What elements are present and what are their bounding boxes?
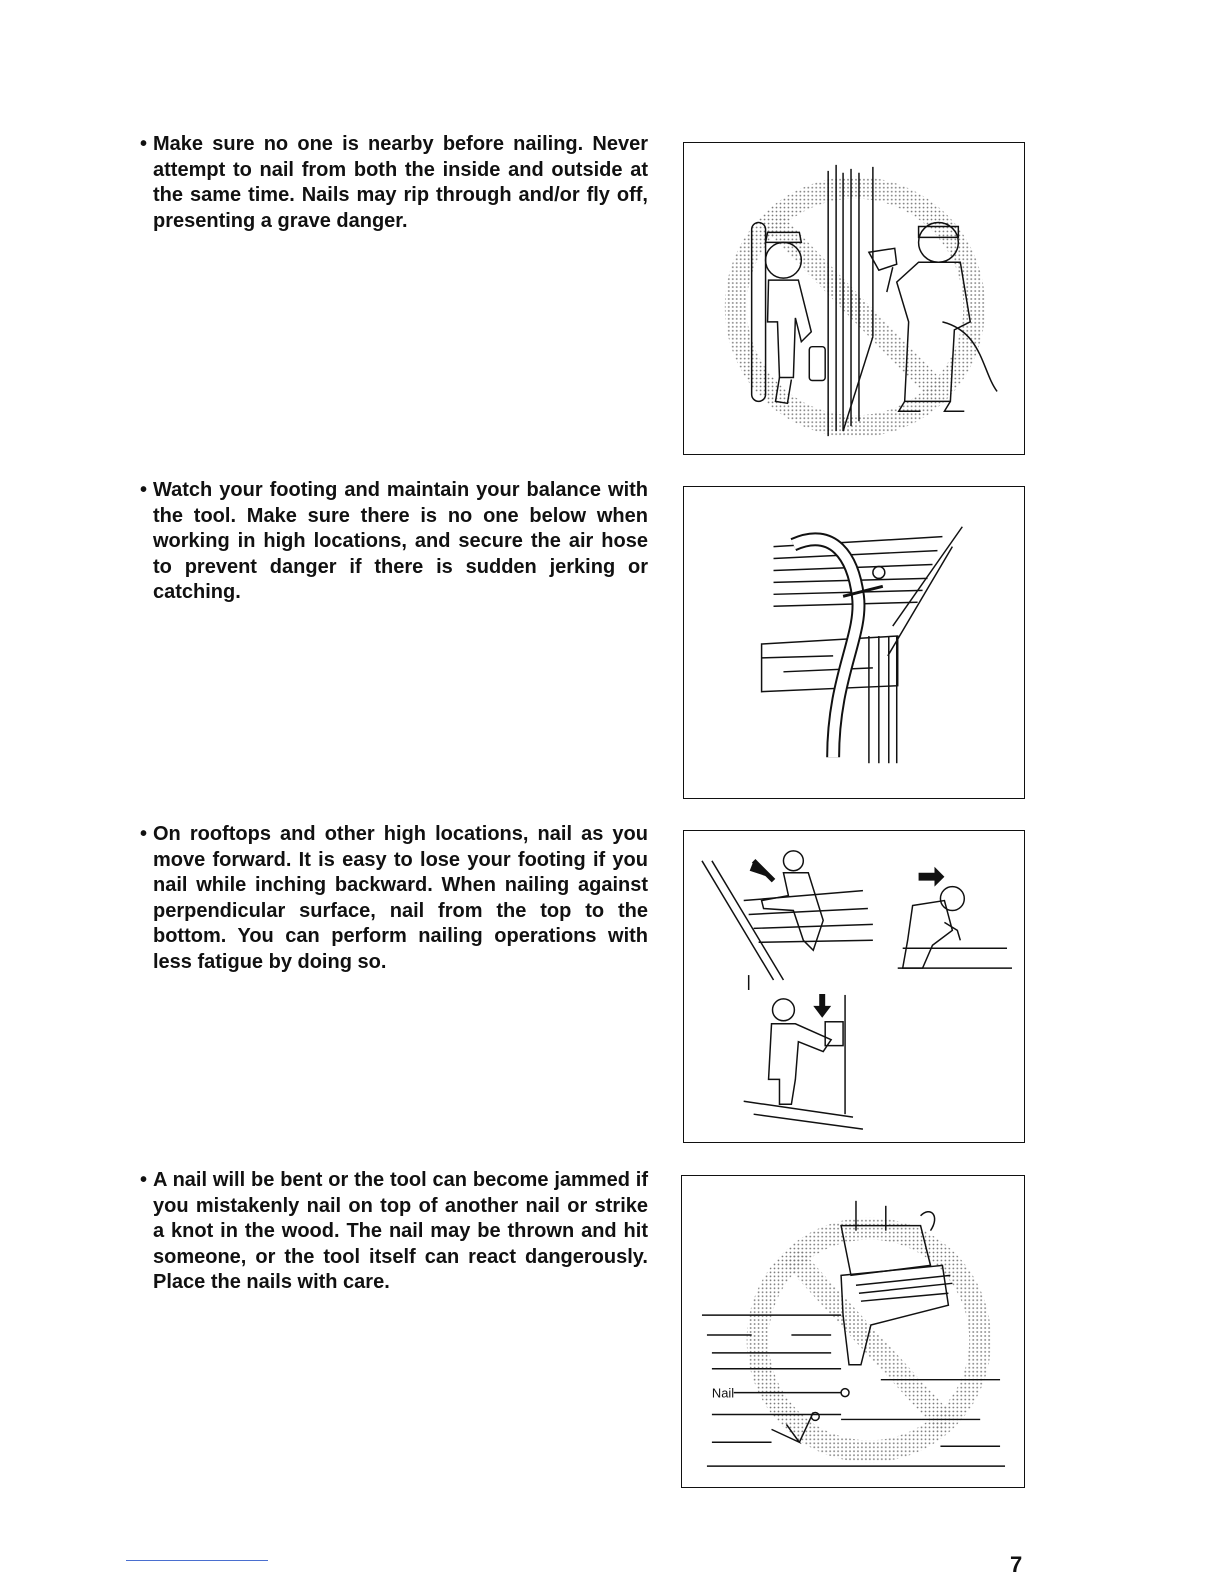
secured-hose-drawing [684, 487, 1024, 798]
paragraph-text: Watch your footing and maintain your balance with the tool. Make sure there is no one below when working in high locations, and secure the air hose to prevent danger if there is sudden jerking or catching. [153, 479, 648, 603]
page-number: 7 [1010, 1552, 1023, 1577]
prohibited-both-sides-drawing [684, 143, 1024, 454]
bullet-dot: • [140, 133, 148, 155]
illustration-no-nailing-both-sides [683, 142, 1025, 455]
safety-paragraph-4 [140, 1168, 648, 1296]
bullet-dot: • [140, 823, 148, 845]
paragraph-text: Make sure no one is nearby before nailing. Never attempt to nail from both the inside and outside at the same time. Nails may rip through and/or fly off, presenting a grave danger. [153, 133, 648, 232]
safety-paragraph-2 [140, 478, 648, 606]
nail-label: Nail [711, 1385, 735, 1401]
bullet-dot: • [140, 479, 148, 501]
safety-paragraph-1 [140, 132, 648, 234]
paragraph-text: A nail will be bent or the tool can become jammed if you mistakenly nail on top of another nail or strike a knot in the wood. The nail may be thrown and hit someone, or the tool itself can react dangerously. Place the nails with care. [153, 1169, 648, 1293]
paragraph-text: On rooftops and other high locations, nail as you move forward. It is easy to lose your footing if you nail while inching backward. When nailing against perpendicular surface, nail from the top to the bottom. You can perform nailing operations with less fatigue by doing so. [153, 823, 648, 973]
safety-paragraph-3 [140, 822, 648, 975]
illustration-secure-air-hose [683, 486, 1025, 799]
rooftop-nailing-drawing [684, 831, 1024, 1142]
illustration-nail-on-nail-prohibited [681, 1175, 1025, 1488]
prohibited-nail-on-nail-drawing [682, 1176, 1024, 1487]
footer-rule [126, 1560, 268, 1561]
illustration-nail-moving-forward [683, 830, 1025, 1143]
bullet-dot: • [140, 1169, 148, 1191]
